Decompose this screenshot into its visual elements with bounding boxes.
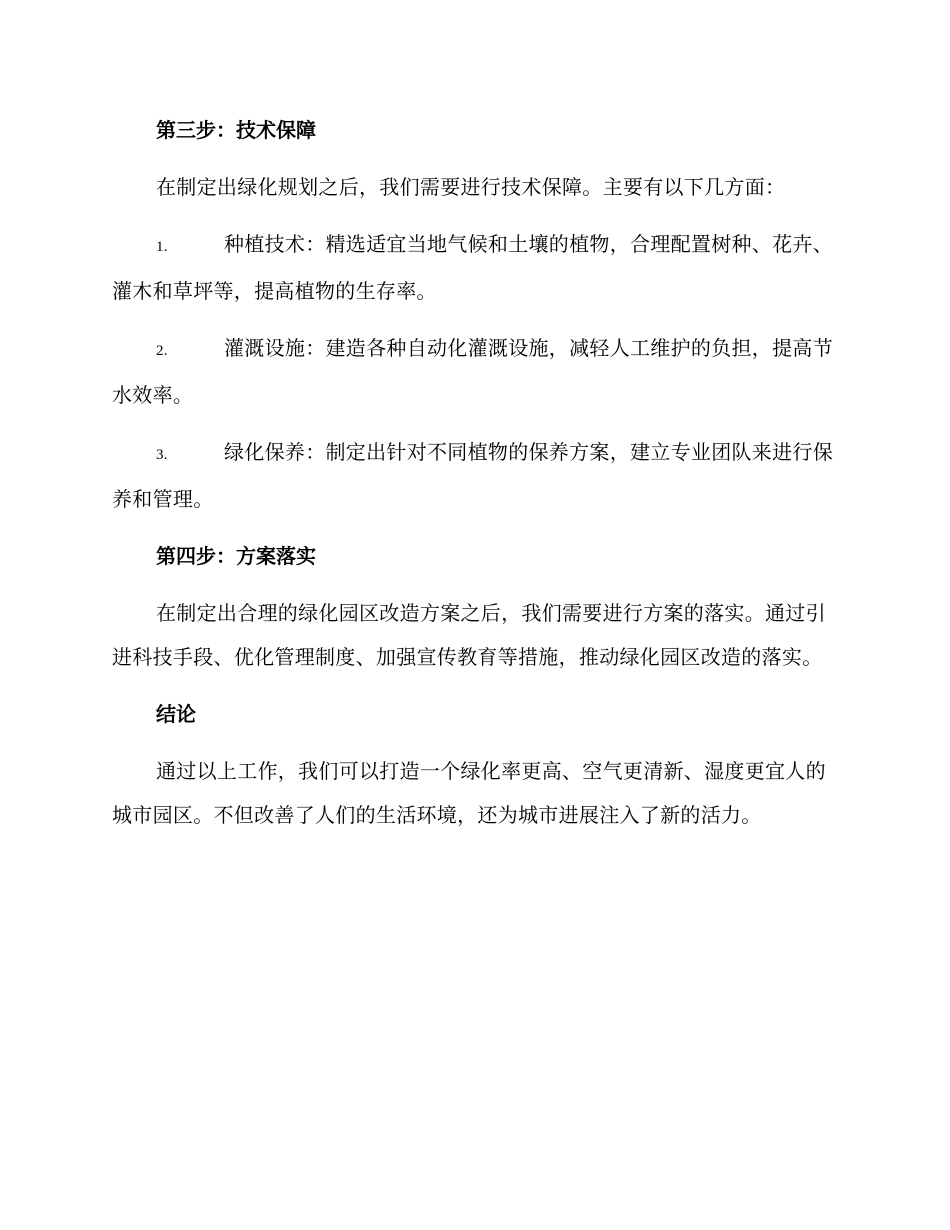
list-item-1 [112,222,834,313]
section-heading-conclusion: 结论 [156,702,196,726]
list-item-text: 灌溉设施：建造各种自动化灌溉设施，减轻人工维护的负担，提高节水效率。 [112,336,833,407]
list-item-3 [112,430,834,521]
conclusion-body-paragraph: 通过以上工作，我们可以打造一个绿化率更高、空气更清新、湿度更宜人的城市园区。不但改善了人们的生活环境，还为城市进展注入了新的活力。 [112,759,826,827]
list-item-text: 种植技术：精选适宜当地气候和土壤的植物，合理配置树种、花卉、灌木和草坪等，提高植物的生存率。 [112,232,833,303]
step4-body-paragraph: 在制定出合理的绿化园区改造方案之后，我们需要进行方案的落实。通过引进科技手段、优化管理制度、加强宣传教育等措施，推动绿化园区改造的落实。 [112,601,826,669]
list-item-2 [112,326,834,417]
list-number: 1. [156,239,168,255]
document-page [112,108,834,850]
section-heading-step4: 第四步：方案落实 [156,544,316,568]
section-heading-step3: 第三步：技术保障 [156,118,316,142]
list-item-text: 绿化保养：制定出针对不同植物的保养方案，建立专业团队来进行保养和管理。 [112,440,833,511]
list-number: 2. [156,343,168,359]
step3-intro-paragraph: 在制定出绿化规划之后，我们需要进行技术保障。主要有以下几方面： [156,175,786,199]
list-number: 3. [156,447,168,463]
